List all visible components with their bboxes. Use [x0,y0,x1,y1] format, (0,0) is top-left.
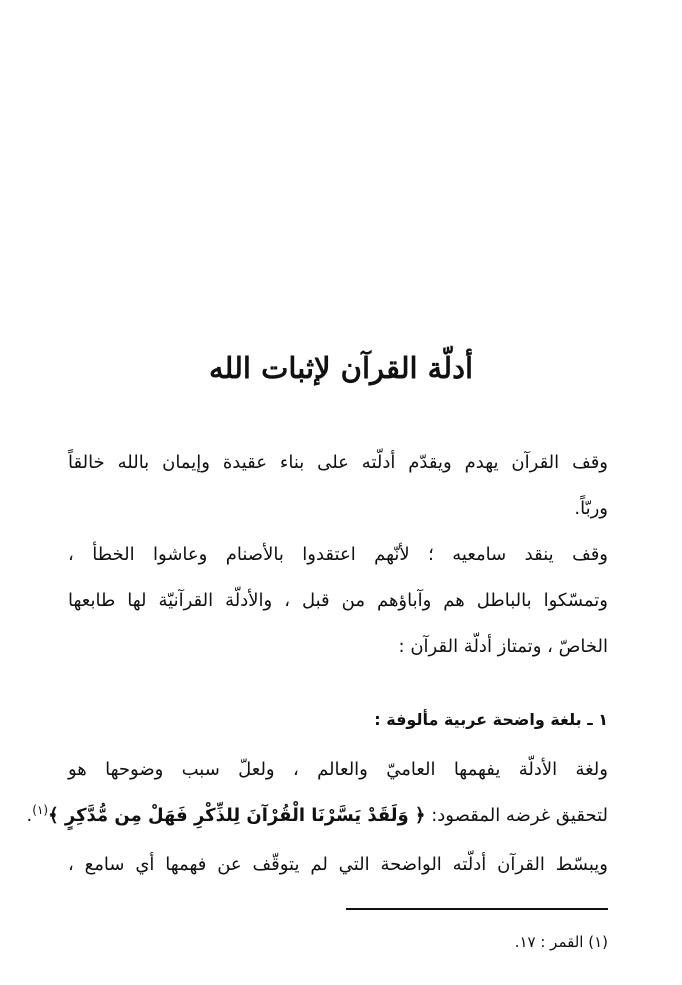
section-1-line-2 [26,801,608,831]
section-1-line-1: ولغة الأدلّة يفهمها العاميّ والعالم ، ولعلّ سبب وضوحها هو [68,759,608,780]
paragraph-1-line-2: وربّاً. [574,498,608,519]
paragraph-2-line-2: وتمسّكوا بالباطل هم وآباؤهم من قبل ، والأدلّة القرآنيّة لها طابعها [68,590,608,611]
section-1-line-2-prefix: لتحقيق غرضه المقصود: [431,805,608,826]
footnote-text: (١) القمر : ١٧. [514,933,608,951]
quran-verse: ﴿ وَلَقَدْ يَسَّرْنَا الْقُرْآنَ لِلذِّكْرِ فَهَلْ مِن مُّدَّكِرٍ ﴾ [48,805,426,826]
paragraph-2-line-1: وقف ينقد سامعيه ؛ لأنّهم اعتقدوا بالأصنام وعاشوا الخطأ ، [68,544,608,565]
paragraph-1-line-1: وقف القرآن يهدم ويقدّم أدلّته على بناء عقيدة وإيمان بالله خالقاً [68,452,608,473]
section-1-heading: ١ ـ بلغة واضحة عربية مألوفة : [374,710,608,729]
footnote-divider [346,908,608,910]
paragraph-2-line-3: الخاصّ ، وتمتاز أدلّة القرآن : [398,636,608,657]
section-1-line-2-suffix: . [26,805,33,826]
section-1-line-3: ويبسّط القرآن أدلّته الواضحة التي لم يتوقّف عن فهمها أي سامع ، [68,854,608,875]
page-title: أدلّة القرآن لإثبات الله [208,351,474,385]
footnote-reference: (١) [32,803,49,817]
